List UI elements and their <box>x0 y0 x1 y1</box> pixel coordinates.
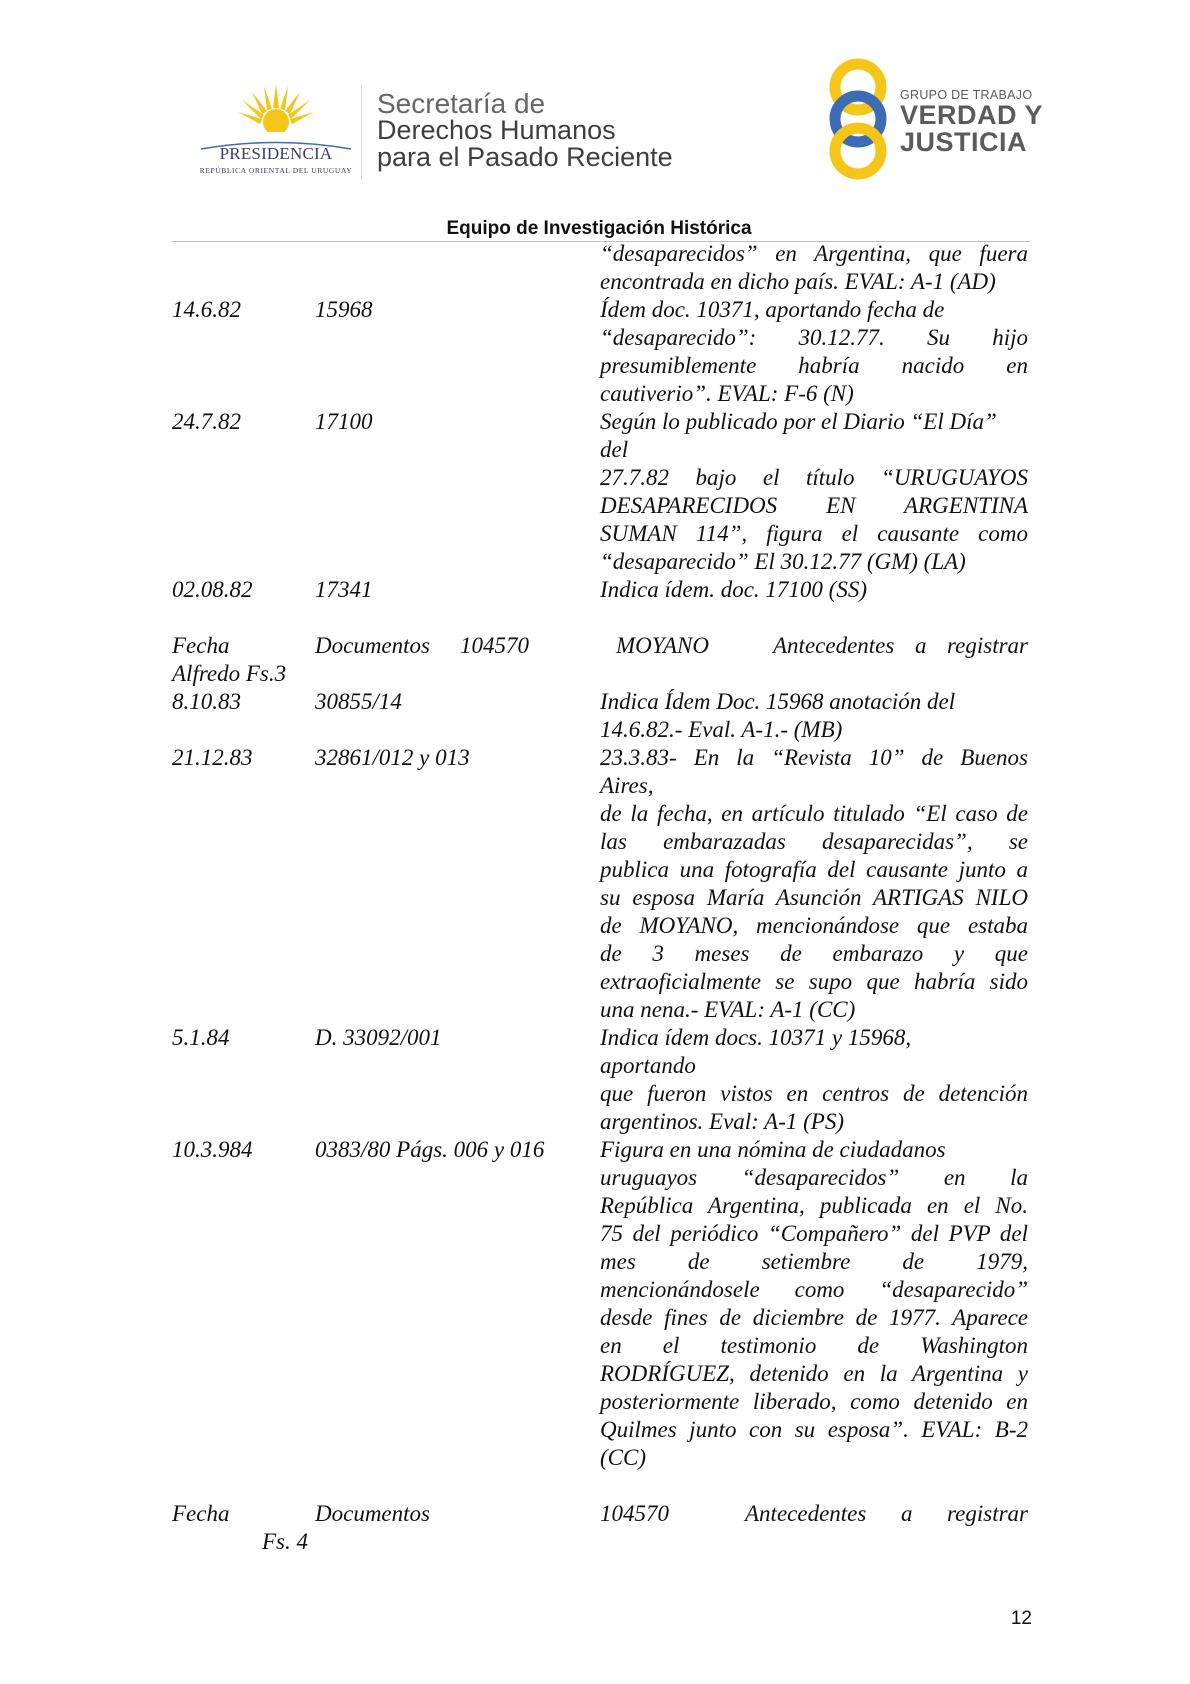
section-header-documentos: Documentos <box>315 1501 430 1526</box>
presidencia-subtitle: REPÚBLICA ORIENTAL DEL URUGUAY <box>199 166 353 175</box>
section-header-antecedentes: Antecedentes a registrar <box>773 633 1028 658</box>
record-date: 5.1.84 <box>172 1025 230 1050</box>
team-title: Equipo de Investigación Histórica <box>446 218 752 239</box>
grupo-de-trabajo-label: GRUPO DE TRABAJO <box>900 88 1033 102</box>
record-description: Indica Ídem Doc. 15968 anotación del 14.6.82.- Eval. A-1.- (MB) <box>600 689 956 742</box>
record-date: 10.3.984 <box>172 1137 253 1162</box>
record-date: 21.12.83 <box>172 745 253 770</box>
section-header-continuation: Alfredo Fs.3 <box>172 661 287 686</box>
section-header-number: 104570 <box>600 1501 669 1526</box>
record-description: Figura en una nómina de ciudadanos uruguayos “desaparecidos” en la República Argentina, publicada en el No. 75 del periódico “Compañero” del PVP del mes de setiembre de 1979, mencionándosele como “desaparecido” desde fines de diciembre de 1977. Aparece en el testimonio de Washington RODRÍGUEZ, detenido en la Argentina y posteriormente liberado, como detenido en Quilmes junto con su esposa”. EVAL: B-2 (CC) <box>600 1137 1028 1470</box>
record-document: 0383/80 Págs. 006 y 016 <box>315 1137 545 1162</box>
presidencia-wordmark: PRESIDENCIA <box>219 144 333 163</box>
verdad-justicia-rings-icon <box>820 58 896 180</box>
record-document: 15968 <box>315 297 373 322</box>
record-date: 24.7.82 <box>172 409 241 434</box>
verdad-justicia-wordmark <box>900 88 1043 156</box>
sun-of-may-icon <box>234 82 318 148</box>
record-description: Indica ídem docs. 10371 y 15968, aportando que fueron vistos en centros de detención argentinos. Eval: A-1 (PS) <box>600 1025 1028 1134</box>
justicia-label: JUSTICIA <box>900 127 1028 157</box>
record-description: Indica ídem. doc. 17100 (SS) <box>600 577 867 602</box>
record-description: “desaparecidos” en Argentina, que fuera encontrada en dicho país. EVAL: A-1 (AD) <box>600 241 1028 294</box>
record-date: 14.6.82 <box>172 297 241 322</box>
verdad-label: VERDAD Y <box>900 100 1044 130</box>
page-number: 12 <box>1010 1608 1032 1629</box>
record-document: 32861/012 y 013 <box>315 745 470 770</box>
section-header-fecha: Fecha <box>172 1501 230 1526</box>
section-header-antecedentes: Antecedentes a registrar <box>745 1501 1028 1526</box>
record-document: 30855/14 <box>315 689 402 714</box>
record-description: 23.3.83- En la “Revista 10” de Buenos Aires, de la fecha, en artículo titulado “El caso de las embarazadas desaparecidas”, se publica una fotografía del causante junto a su esposa María Asunción ARTIGAS NILO de MOYANO, mencionándose que estaba de 3 meses de embarazo y que extraoficialmente se supo que habría sido una nena.- EVAL: A-1 (CC) <box>600 745 1028 1022</box>
record-document: 17341 <box>315 577 373 602</box>
section-header-continuation: Fs. 4 <box>262 1529 308 1554</box>
record-description: Ídem doc. 10371, aportando fecha de “desaparecido”: 30.12.77. Su hijo presumiblemente habría nacido en cautiverio”. EVAL: F-6 (N) <box>600 297 1028 406</box>
section-header-name: MOYANO <box>616 633 709 658</box>
secretaria-line-3: para el Pasado Reciente <box>377 142 673 172</box>
record-date: 8.10.83 <box>172 689 241 714</box>
section-header-number: 104570 <box>460 633 529 658</box>
secretaria-wordmark <box>377 90 673 171</box>
page-header <box>0 0 1190 240</box>
secretaria-line-1: Secretaría de <box>377 88 546 119</box>
record-description: Según lo publicado por el Diario “El Día” del 27.7.82 bajo el título “URUGUAYOS DESAPARECIDOS EN ARGENTINA SUMAN 114”, figura el causante como “desaparecido” El 30.12.77 (GM) (LA) <box>600 409 1028 574</box>
record-document: 17100 <box>315 409 373 434</box>
presidencia-logo <box>196 82 356 182</box>
section-header-documentos: Documentos <box>315 633 430 658</box>
header-divider <box>361 86 362 180</box>
secretaria-line-2: Derechos Humanos <box>377 115 616 145</box>
record-date: 02.08.82 <box>172 577 253 602</box>
section-header-fecha: Fecha <box>172 633 230 658</box>
record-document: D. 33092/001 <box>315 1025 442 1050</box>
